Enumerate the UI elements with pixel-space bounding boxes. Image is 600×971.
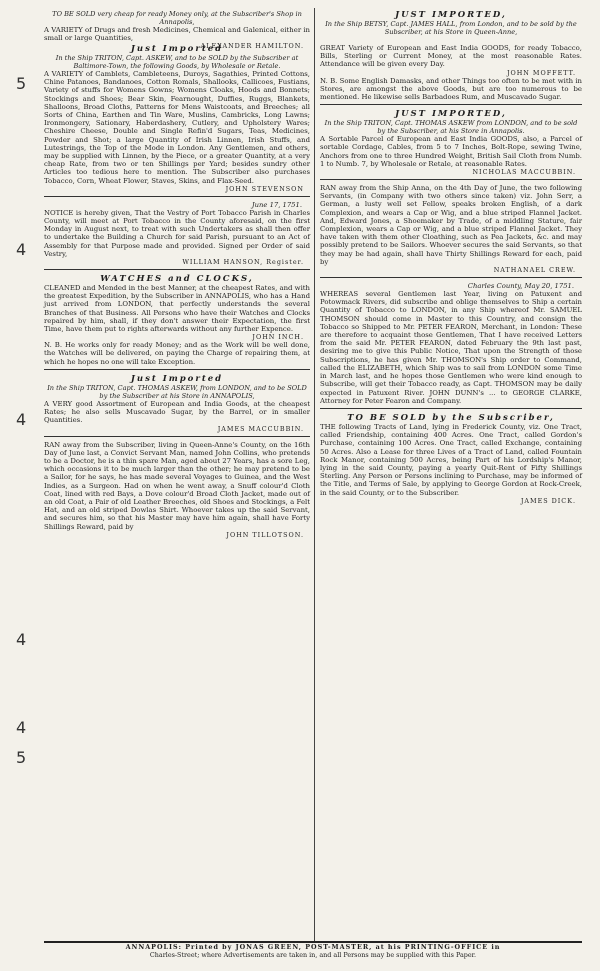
moffett-ad (320, 42, 582, 105)
ad-body: A Sortable Parcel of European and East India GOODS, also, a Parcel of sortable Cordage, Cables, from 5 to 7 Inches, Bolt-Rope, sewing Twine, Anchors from one to three Hundred Weight, British Sail Cloth from Numb. 1 to Numb. 7, by Wholesale or Retale, at reasonable Rates. (320, 135, 582, 168)
ad-body: THE following Tracts of Land, lying in Frederick County, viz. One Tract, called Friendship, containing 400 Acres. One Tract, called Gordon's Purchase, containing 100 Acres. One Tract, called Exchange, containing 50 Acres. Also a Lease for three Lives of a Tract of Land, called Fountain Rock Manor, containing 500 Acres, being Part of his Lordship's Manor, lying in the said County, paying a yearly Quit-Rent of Fifty Shillings Sterling. Any Person or Persons inclining to Purchase, may be informed of the Title, and Terms of Sale, by applying to George Gordon at Rock-Creek, in the said County, or to the Subscriber. (320, 422, 582, 497)
ad-body: GREAT Variety of European and East India GOODS, for ready Tobacco, Bills, Sterling or Current Money, at the most reasonable Rates. Attendance will be given every Day. (320, 44, 582, 69)
betsy-ad-header (320, 10, 582, 36)
column-divider (314, 8, 315, 941)
ad-signature: NICHOLAS MACCUBBIN. (472, 168, 576, 177)
land-sale-ad (320, 411, 582, 508)
maccubbin-ad (44, 372, 310, 437)
ad-signature: JAMES MACCUBBIN. (217, 424, 304, 433)
ad-signature: JAMES DICK. (520, 496, 576, 505)
ad-header: TO BE SOLD by the Subscriber, (347, 412, 555, 423)
ad-subheader: In the Ship TRITON, Capt. THOMAS ASKEW, from LONDON, and to be SOLD by the Subscriber at his Store in ANNAPOLIS, (47, 383, 307, 400)
ad-signature: JOHN INCH. (252, 333, 304, 342)
margin-mark: 4 (16, 240, 27, 259)
top-strip (44, 10, 582, 51)
colophon-line: Charles-Street; where Advertisements are taken in, and all Persons may be supplied with this Paper. (149, 951, 477, 959)
ad-header: JUST IMPORTED, (395, 109, 507, 120)
ad-header: Just Imported (130, 373, 224, 384)
ad-signature: NATHANAEL CREW. (493, 266, 576, 275)
watches-ad (44, 272, 310, 370)
margin-mark: 5 (16, 74, 27, 93)
ad-subheader: In the Ship TRITON, Capt. ASKEW, and to be SOLD by the Subscriber at Baltimore-Town, the following Goods, by Wholesale or Retale. (55, 54, 299, 70)
ad-body: RAN away from the Subscriber, living in Queen-Anne's County, on the 16th Day of June last, a Convict Servant Man, named John Collins, who pretends to be a Doctor, he is a thin spare Man, aged about 27 Years, has a sore Leg, which occasions it to be much larger than the other; he may pretend to be a Sailor, for he says, he has made several Voyages to Guinea, and the West Indies, as a Surgeon. Had on when he went away, a Snuff colour'd Cloth Coat, lined with red Bays, a Dove colour'd Broad Cloth Jacket, made out of an old Coat, a Pair of old Leather Breeches, old Shoes and Stockings, a Felt Hat, and an old striped Dowlas Shirt. Whoever takes up the said Servant, and secures him, so that his Master may have him again, shall have Forty Shillings Reward, paid by (44, 440, 310, 531)
ad-header: WATCHES and CLOCKS, (100, 274, 254, 285)
ad-subheader: In the Ship TRITON, Capt. THOMAS ASKEW from LONDON, and to be sold by the Subscriber, at his Store in Annapolis. (324, 119, 578, 136)
hamilton-body: A VARIETY of Drugs and fresh Medicines, Chemical and Galenical, either in small or large Quantities, (44, 26, 310, 43)
ad-date: June 17, 1751. (251, 200, 302, 209)
ad-signature: WILLIAM HANSON, Register. (182, 258, 304, 267)
ad-note: N. B. He works only for ready Money; and as the Work will be well done, the Watches will be delivered, on paying the Charge of repairing them, at which he hopes no one will take Exception. (44, 341, 310, 366)
hamilton-signature: ALEXANDER HAMILTON. (200, 42, 304, 51)
margin-mark: 5 (16, 748, 27, 767)
ad-body: A VERY good Assortment of European and India Goods, at the cheapest Rates; he also sells Muscavado Sugar, by the Barrel, or in smaller Quantities. (44, 399, 310, 425)
betsy-subheader: In the Ship BETSY, Capt. JAMES HALL, from London, and to be sold by the Subscriber, at his Store in Queen-Anne, (325, 20, 577, 36)
ad-body: RAN away from the Ship Anna, on the 4th Day of June, the two following Servants, (in Company with two others since taken) viz. John Serr, a German, a lusty well set Fellow, speaks broken English, of a dark Complexion, and wears a Cap or Wig, and a blue striped Flannel Jacket. And, Edward Jones, a Shoemaker by Trade, of a middling Stature, fair Complexion, wears a Cap or Wig, and a blue striped Flannel Jacket. They have taken with them other Cloathing, such as Pea Jackets, &c. and may possibly pretend to be Sailors. Whoever secures the said Servants, so that they may be had again, shall have Thirty Shillings Reward for each, paid by (320, 184, 582, 266)
triton-maccubbin-ad (320, 107, 582, 180)
ad-body: CLEANED and Mended in the best Manner, at the cheapest Rates, and with the greatest Expedition, by the Subscriber in ANNAPOLIS, who has a Hand just arrived from LONDON, that perfectly understands the several Branches of that Business. All Persons who have their Watches and Clocks repaired by him, shall, if they don't answer their Expectation, the first Time, have them put to rights afterwards without any further Expence. (44, 284, 310, 334)
ad-signature: JOHN STEVENSON (225, 184, 304, 193)
sold-line: TO BE SOLD very cheap for ready Money only, at the Subscriber's Shop in Annapolis, (52, 10, 302, 26)
margin-mark: 4 (16, 718, 27, 737)
ad-note: N. B. Some English Damasks, and other Things too often to be met with in Stores, are amongst the above Goods, but are too numerous to be mentioned. He likewise sells Barbadoes Rum, and Muscavado Sugar. (320, 76, 582, 102)
ad-body: WHEREAS several Gentlemen last Year, living on Patuxent and Potowmack Rivers, did subscribe and oblige themselves to Ship a certain Quantity of Tobacco to LONDON, in any Ship whereof Mr. SAMUEL THOMSON should come in Master to this Country, and consign the Tobacco so Shipped to Mr. PETER FEARON, Merchant, in London: These are therefore to acquaint those Gentlemen, That I have received Letters from the said Mr. PETER FEARON, dated February the 9th last past, desiring me to give this Public Notice, That upon the Strength of those Subscriptions, he has given Mr. THOMSON's Ship order to Command, called the ELIZABETH, which Ship was to sail from LONDON some Time in March last, and he hopes those Gentlemen who were kind enough to Subscribe, will get their Tobacco ready, as Capt. THOMSON may be daily expected in Patuxent River. JOHN DUNN's ... to GEORGE CLARKE, Attorney for Peter Fearon and Company. (320, 290, 582, 405)
right-column (320, 42, 582, 941)
ad-body: A VARIETY of Camblets, Cambleteens, Duroys, Sagathies, Printed Cottons, Chine Patanoes, Bandanoes, Cotton Romals, Shallooks, Callicoes, Fustians, Variety of stuffs for Womens Gowns; Womens Cloaks, Hoods and Bonnets; Stockings and Shoes; Bear Skin, Fearnought, Duffies, Ruggs, Blankets, Shalloons, Broad Cloths, Patterns for Mens Waistcoats, and Breeches; all Sorts of China, Earthen and Tin Ware, Muslins, Cambricks, Long Lawns; Ironmongery, Sationary, Haberdashery, Cutlery, and Upholstery Wares; Cheshire Cheese, Double and Single Refin'd Sugars, Teas, Medicines, Powder and Shot; a large Quantity of Irish Linnen, Irish Stuffs, and Lutestrings, the Top of the Mode in London. Any Gentlemen, and others, may be supplied with Linnen, by the Piece, or a greater Quantity, at a very cheap Rate, from two or ten Shillings per Yard; besides sundry other Articles too tedious here to mention. The Subscriber also purchases Tobacco, Corn, Wheat Flower, Staves, Skins, and Flax-Seed. (44, 70, 310, 185)
ad-date: Charles County, May 20, 1751. (467, 282, 574, 291)
margin-mark: 4 (16, 630, 27, 649)
printer-colophon (44, 941, 582, 965)
crew-runaway-ad (320, 182, 582, 278)
ad-body: NOTICE is hereby given, That the Vestry of Port Tobacco Parish in Charles County, will meet at Port Tobacco in the County aforesaid, on the first Monday in August next, to treat with such Undertakers as shall then offer to undertake the Building a Church for said Parish, pursuant to an Act of Assembly for that Purpose made and provided. Signed per Order of said Vestry, (44, 208, 310, 258)
tillotson-runaway-ad (44, 439, 310, 542)
margin-mark: 4 (16, 410, 27, 429)
stevenson-ad (44, 42, 310, 197)
colophon-line: ANNAPOLIS: Printed by JONAS GREEN, POST-MASTER, at his PRINTING-OFFICE in (125, 943, 501, 951)
ad-signature: JOHN TILLOTSON. (226, 530, 304, 539)
notice-ad (44, 199, 310, 270)
left-column (44, 42, 310, 941)
whereas-ad (320, 280, 582, 409)
ad-signature: JOHN MOFFETT. (506, 68, 576, 77)
ad-header: Just Imported (130, 44, 224, 54)
betsy-header: JUST IMPORTED, (395, 10, 507, 20)
